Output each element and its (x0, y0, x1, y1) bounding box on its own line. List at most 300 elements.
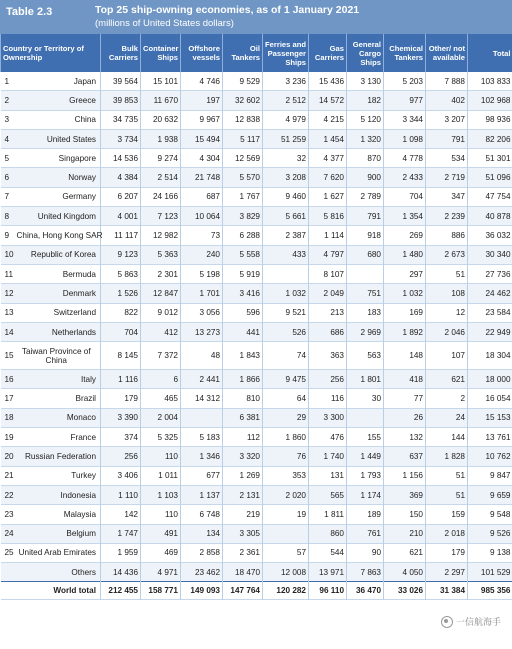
row-value: 5 117 (223, 129, 263, 148)
row-country: Greece (15, 91, 101, 110)
row-value (181, 408, 223, 427)
row-value: 20 632 (141, 110, 181, 129)
row-value: 1 114 (309, 226, 347, 245)
row-value: 5 816 (309, 207, 347, 226)
row-rank: 11 (1, 264, 15, 283)
row-value: 6 288 (223, 226, 263, 245)
row-value: 1 137 (181, 485, 223, 504)
row-value: 110 (141, 447, 181, 466)
row-value: 14 536 (101, 149, 141, 168)
row-value: 13 971 (309, 563, 347, 582)
row-rank: 22 (1, 485, 15, 504)
row-value: 212 455 (101, 582, 141, 600)
row-value: 14 572 (309, 91, 347, 110)
header-oil-tankers: Oil Tankers (223, 34, 263, 72)
row-country: Norway (15, 168, 101, 187)
row-value: 433 (263, 245, 309, 264)
row-value: 563 (347, 342, 384, 370)
row-value: 5 203 (384, 72, 426, 91)
row-value: 103 833 (468, 72, 512, 91)
row-value: 219 (223, 505, 263, 524)
table-row (1, 543, 512, 562)
row-value (347, 264, 384, 283)
row-value: 1 811 (309, 505, 347, 524)
row-value: 4 746 (181, 72, 223, 91)
row-value: 1 480 (384, 245, 426, 264)
row-value: 29 (263, 408, 309, 427)
row-rank: 8 (1, 207, 15, 226)
row-country: France (15, 428, 101, 447)
row-value: 158 771 (141, 582, 181, 600)
row-value: 4 778 (384, 149, 426, 168)
row-value: 441 (223, 322, 263, 341)
row-value: 791 (426, 129, 468, 148)
watermark-text: 一信航海手 (455, 617, 501, 627)
row-value: 11 117 (101, 226, 141, 245)
row-value: 31 384 (426, 582, 468, 600)
row-value: 12 982 (141, 226, 181, 245)
row-value: 2 004 (141, 408, 181, 427)
row-value: 1 011 (141, 466, 181, 485)
row-value: 3 416 (223, 284, 263, 303)
row-value: 985 356 (468, 582, 512, 600)
table-row (1, 466, 512, 485)
row-value: 3 300 (309, 408, 347, 427)
row-value: 116 (309, 389, 347, 408)
row-value: 751 (347, 284, 384, 303)
row-value: 1 747 (101, 524, 141, 543)
row-country: Republic of Korea (15, 245, 101, 264)
row-value: 98 936 (468, 110, 512, 129)
row-rank: 1 (1, 72, 15, 91)
row-value: 544 (309, 543, 347, 562)
row-country: Switzerland (15, 303, 101, 322)
row-value: 4 050 (384, 563, 426, 582)
row-value: 256 (101, 447, 141, 466)
row-value: 476 (309, 428, 347, 447)
table-row (1, 342, 512, 370)
row-value: 6 207 (101, 187, 141, 206)
row-value: 1 892 (384, 322, 426, 341)
row-value: 6 748 (181, 505, 223, 524)
row-country: Malaysia (15, 505, 101, 524)
row-country: Denmark (15, 284, 101, 303)
row-value: 7 863 (347, 563, 384, 582)
row-value: 4 797 (309, 245, 347, 264)
row-value: 1 767 (223, 187, 263, 206)
table-number: Table 2.3 (6, 6, 53, 18)
row-value: 15 153 (468, 408, 512, 427)
row-value: 6 381 (223, 408, 263, 427)
row-value: 9 659 (468, 485, 512, 504)
row-value: 2 049 (309, 284, 347, 303)
row-value: 9 123 (101, 245, 141, 264)
row-value: 5 325 (141, 428, 181, 447)
row-value: 159 (426, 505, 468, 524)
row-value: 491 (141, 524, 181, 543)
row-value: 8 107 (309, 264, 347, 283)
row-value: 5 570 (223, 168, 263, 187)
row-value: 77 (384, 389, 426, 408)
row-value: 150 (384, 505, 426, 524)
row-value: 1 627 (309, 187, 347, 206)
table-row (1, 505, 512, 524)
table-row (1, 226, 512, 245)
row-value: 1 346 (181, 447, 223, 466)
row-value: 1 454 (309, 129, 347, 148)
row-rank (1, 582, 15, 600)
row-value: 9 967 (181, 110, 223, 129)
row-value: 822 (101, 303, 141, 322)
row-value: 596 (223, 303, 263, 322)
row-value: 48 (181, 342, 223, 370)
row-value: 2 441 (181, 370, 223, 389)
row-value: 3 305 (223, 524, 263, 543)
row-value: 1 032 (384, 284, 426, 303)
row-value: 7 123 (141, 207, 181, 226)
row-value: 412 (141, 322, 181, 341)
row-value: 18 304 (468, 342, 512, 370)
row-value: 1 843 (223, 342, 263, 370)
table-row (1, 284, 512, 303)
row-value: 1 526 (101, 284, 141, 303)
row-country: Italy (15, 370, 101, 389)
row-value: 5 863 (101, 264, 141, 283)
row-value: 7 620 (309, 168, 347, 187)
row-value: 2 020 (263, 485, 309, 504)
table-row (1, 303, 512, 322)
table-row (1, 129, 512, 148)
row-value: 14 436 (101, 563, 141, 582)
row-value: 112 (223, 428, 263, 447)
row-value: 34 735 (101, 110, 141, 129)
table-total-row (1, 582, 512, 600)
row-value: 12 847 (141, 284, 181, 303)
row-rank: 16 (1, 370, 15, 389)
row-value: 51 (426, 466, 468, 485)
table-body (1, 72, 512, 600)
watermark (438, 614, 504, 629)
table-row (1, 168, 512, 187)
row-value: 2 018 (426, 524, 468, 543)
row-value: 5 363 (141, 245, 181, 264)
row-value: 22 949 (468, 322, 512, 341)
row-value: 704 (101, 322, 141, 341)
row-value: 74 (263, 342, 309, 370)
row-rank: 12 (1, 284, 15, 303)
row-rank: 15 (1, 342, 15, 370)
row-value: 15 494 (181, 129, 223, 148)
row-value: 1 828 (426, 447, 468, 466)
row-value: 5 661 (263, 207, 309, 226)
row-value: 1 801 (347, 370, 384, 389)
row-value: 977 (384, 91, 426, 110)
row-value: 148 (384, 342, 426, 370)
row-rank: 2 (1, 91, 15, 110)
row-value: 4 384 (101, 168, 141, 187)
table-row (1, 524, 512, 543)
row-value: 534 (426, 149, 468, 168)
row-value: 2 297 (426, 563, 468, 582)
row-value: 8 145 (101, 342, 141, 370)
row-value: 3 207 (426, 110, 468, 129)
table-row (1, 389, 512, 408)
row-rank: 24 (1, 524, 15, 543)
row-country: Japan (15, 72, 101, 91)
row-value: 96 110 (309, 582, 347, 600)
row-value: 637 (384, 447, 426, 466)
row-value: 860 (309, 524, 347, 543)
row-value: 621 (426, 370, 468, 389)
row-country: Bermuda (15, 264, 101, 283)
row-value: 132 (384, 428, 426, 447)
header-offshore-vessels: Offshore vessels (181, 34, 223, 72)
row-value: 40 878 (468, 207, 512, 226)
row-value: 2 512 (263, 91, 309, 110)
row-value: 704 (384, 187, 426, 206)
row-value: 10 762 (468, 447, 512, 466)
row-rank: 4 (1, 129, 15, 148)
row-value: 5 198 (181, 264, 223, 283)
row-value: 465 (141, 389, 181, 408)
row-country: Singapore (15, 149, 101, 168)
row-value (263, 264, 309, 283)
row-value: 1 110 (101, 485, 141, 504)
row-value: 2 858 (181, 543, 223, 562)
row-value: 3 829 (223, 207, 263, 226)
row-value: 19 (263, 505, 309, 524)
row-value: 3 390 (101, 408, 141, 427)
row-value: 15 436 (309, 72, 347, 91)
table-title-block (95, 0, 512, 34)
row-value: 297 (384, 264, 426, 283)
row-value: 269 (384, 226, 426, 245)
row-value: 26 (384, 408, 426, 427)
row-value: 526 (263, 322, 309, 341)
row-rank: 6 (1, 168, 15, 187)
row-value: 2 789 (347, 187, 384, 206)
header-bulk-carriers: Bulk Carriers (101, 34, 141, 72)
row-country: China, Hong Kong SAR (15, 226, 101, 245)
row-country: United Kingdom (15, 207, 101, 226)
row-value: 155 (347, 428, 384, 447)
table-row (1, 264, 512, 283)
row-value: 1 354 (384, 207, 426, 226)
row-value: 9 475 (263, 370, 309, 389)
row-value: 5 183 (181, 428, 223, 447)
row-value: 36 470 (347, 582, 384, 600)
row-rank: 18 (1, 408, 15, 427)
row-value: 565 (309, 485, 347, 504)
row-rank: 13 (1, 303, 15, 322)
row-value: 73 (181, 226, 223, 245)
row-value: 1 740 (309, 447, 347, 466)
row-value: 4 377 (309, 149, 347, 168)
row-value: 2 239 (426, 207, 468, 226)
row-value: 1 098 (384, 129, 426, 148)
row-value: 2 361 (223, 543, 263, 562)
row-country: Germany (15, 187, 101, 206)
row-value: 51 301 (468, 149, 512, 168)
row-value: 18 000 (468, 370, 512, 389)
row-value: 363 (309, 342, 347, 370)
row-value: 27 736 (468, 264, 512, 283)
row-rank: 25 (1, 543, 15, 562)
row-value: 131 (309, 466, 347, 485)
row-value: 90 (347, 543, 384, 562)
row-rank: 7 (1, 187, 15, 206)
row-value: 3 056 (181, 303, 223, 322)
header-gas-carriers: Gas Carriers (309, 34, 347, 72)
row-value: 169 (384, 303, 426, 322)
row-value: 47 754 (468, 187, 512, 206)
row-value: 791 (347, 207, 384, 226)
row-value: 9 529 (223, 72, 263, 91)
row-rank: 3 (1, 110, 15, 129)
row-value: 1 320 (347, 129, 384, 148)
row-value: 18 470 (223, 563, 263, 582)
row-value: 1 103 (141, 485, 181, 504)
row-value: 13 273 (181, 322, 223, 341)
row-value: 3 734 (101, 129, 141, 148)
row-value: 36 032 (468, 226, 512, 245)
row-value: 13 761 (468, 428, 512, 447)
row-value: 108 (426, 284, 468, 303)
row-value: 1 959 (101, 543, 141, 562)
row-value: 197 (181, 91, 223, 110)
row-value: 24 (426, 408, 468, 427)
row-value: 110 (141, 505, 181, 524)
table-row (1, 245, 512, 264)
row-value: 16 054 (468, 389, 512, 408)
row-value: 2 514 (141, 168, 181, 187)
row-value: 2 131 (223, 485, 263, 504)
row-value: 9 548 (468, 505, 512, 524)
row-value: 30 (347, 389, 384, 408)
row-value: 3 236 (263, 72, 309, 91)
row-value: 33 026 (384, 582, 426, 600)
ship-ownership-table (0, 34, 512, 600)
row-value: 24 462 (468, 284, 512, 303)
row-rank: 9 (1, 226, 15, 245)
row-value: 621 (384, 543, 426, 562)
row-value: 2 387 (263, 226, 309, 245)
row-value: 9 521 (263, 303, 309, 322)
row-value: 51 (426, 264, 468, 283)
row-value: 4 971 (141, 563, 181, 582)
row-value: 7 372 (141, 342, 181, 370)
row-value: 182 (347, 91, 384, 110)
table-row (1, 563, 512, 582)
row-value: 2 046 (426, 322, 468, 341)
row-value: 32 (263, 149, 309, 168)
row-rank: 17 (1, 389, 15, 408)
table-row (1, 149, 512, 168)
row-value: 39 853 (101, 91, 141, 110)
row-value: 39 564 (101, 72, 141, 91)
row-country: Taiwan Province of China (15, 342, 101, 370)
row-value: 5 120 (347, 110, 384, 129)
row-value: 1 866 (223, 370, 263, 389)
table-row (1, 187, 512, 206)
row-value: 2 719 (426, 168, 468, 187)
row-country: Turkey (15, 466, 101, 485)
row-value: 1 701 (181, 284, 223, 303)
row-rank: 5 (1, 149, 15, 168)
row-rank: 19 (1, 428, 15, 447)
row-value: 142 (101, 505, 141, 524)
table-header-row (1, 34, 512, 72)
row-value: 189 (347, 505, 384, 524)
row-value: 886 (426, 226, 468, 245)
row-value: 10 064 (181, 207, 223, 226)
table-row (1, 485, 512, 504)
row-value: 179 (426, 543, 468, 562)
row-value: 57 (263, 543, 309, 562)
row-value: 4 001 (101, 207, 141, 226)
row-value: 32 602 (223, 91, 263, 110)
header-country: Country or Territory of Ownership (1, 34, 101, 72)
row-value: 2 301 (141, 264, 181, 283)
row-value: 76 (263, 447, 309, 466)
row-value: 5 919 (223, 264, 263, 283)
row-value: 23 462 (181, 563, 223, 582)
table-row (1, 72, 512, 91)
row-value: 102 968 (468, 91, 512, 110)
wechat-icon (441, 616, 453, 628)
row-country: Russian Federation (15, 447, 101, 466)
row-value: 149 093 (181, 582, 223, 600)
row-value: 213 (309, 303, 347, 322)
row-country: Indonesia (15, 485, 101, 504)
row-value: 134 (181, 524, 223, 543)
row-country: Netherlands (15, 322, 101, 341)
table-title-bar (0, 0, 512, 34)
row-value: 3 208 (263, 168, 309, 187)
row-value: 870 (347, 149, 384, 168)
row-value: 1 860 (263, 428, 309, 447)
row-country: United Arab Emirates (15, 543, 101, 562)
row-value: 6 (141, 370, 181, 389)
row-country: Belgium (15, 524, 101, 543)
row-value: 14 312 (181, 389, 223, 408)
row-rank: 21 (1, 466, 15, 485)
row-value: 2 433 (384, 168, 426, 187)
row-value: 179 (101, 389, 141, 408)
row-value: 51 (426, 485, 468, 504)
row-value (263, 524, 309, 543)
row-country: World total (15, 582, 101, 600)
row-value: 210 (384, 524, 426, 543)
row-value: 2 969 (347, 322, 384, 341)
row-value: 15 101 (141, 72, 181, 91)
row-value: 101 529 (468, 563, 512, 582)
row-value: 369 (384, 485, 426, 504)
row-value: 680 (347, 245, 384, 264)
table-row (1, 91, 512, 110)
row-value: 761 (347, 524, 384, 543)
row-value: 82 206 (468, 129, 512, 148)
row-value: 3 320 (223, 447, 263, 466)
row-value: 24 166 (141, 187, 181, 206)
row-value: 12 008 (263, 563, 309, 582)
table-row (1, 408, 512, 427)
row-value: 3 130 (347, 72, 384, 91)
row-value: 12 (426, 303, 468, 322)
header-chemical-tankers: Chemical Tankers (384, 34, 426, 72)
row-value: 9 012 (141, 303, 181, 322)
row-value: 5 558 (223, 245, 263, 264)
